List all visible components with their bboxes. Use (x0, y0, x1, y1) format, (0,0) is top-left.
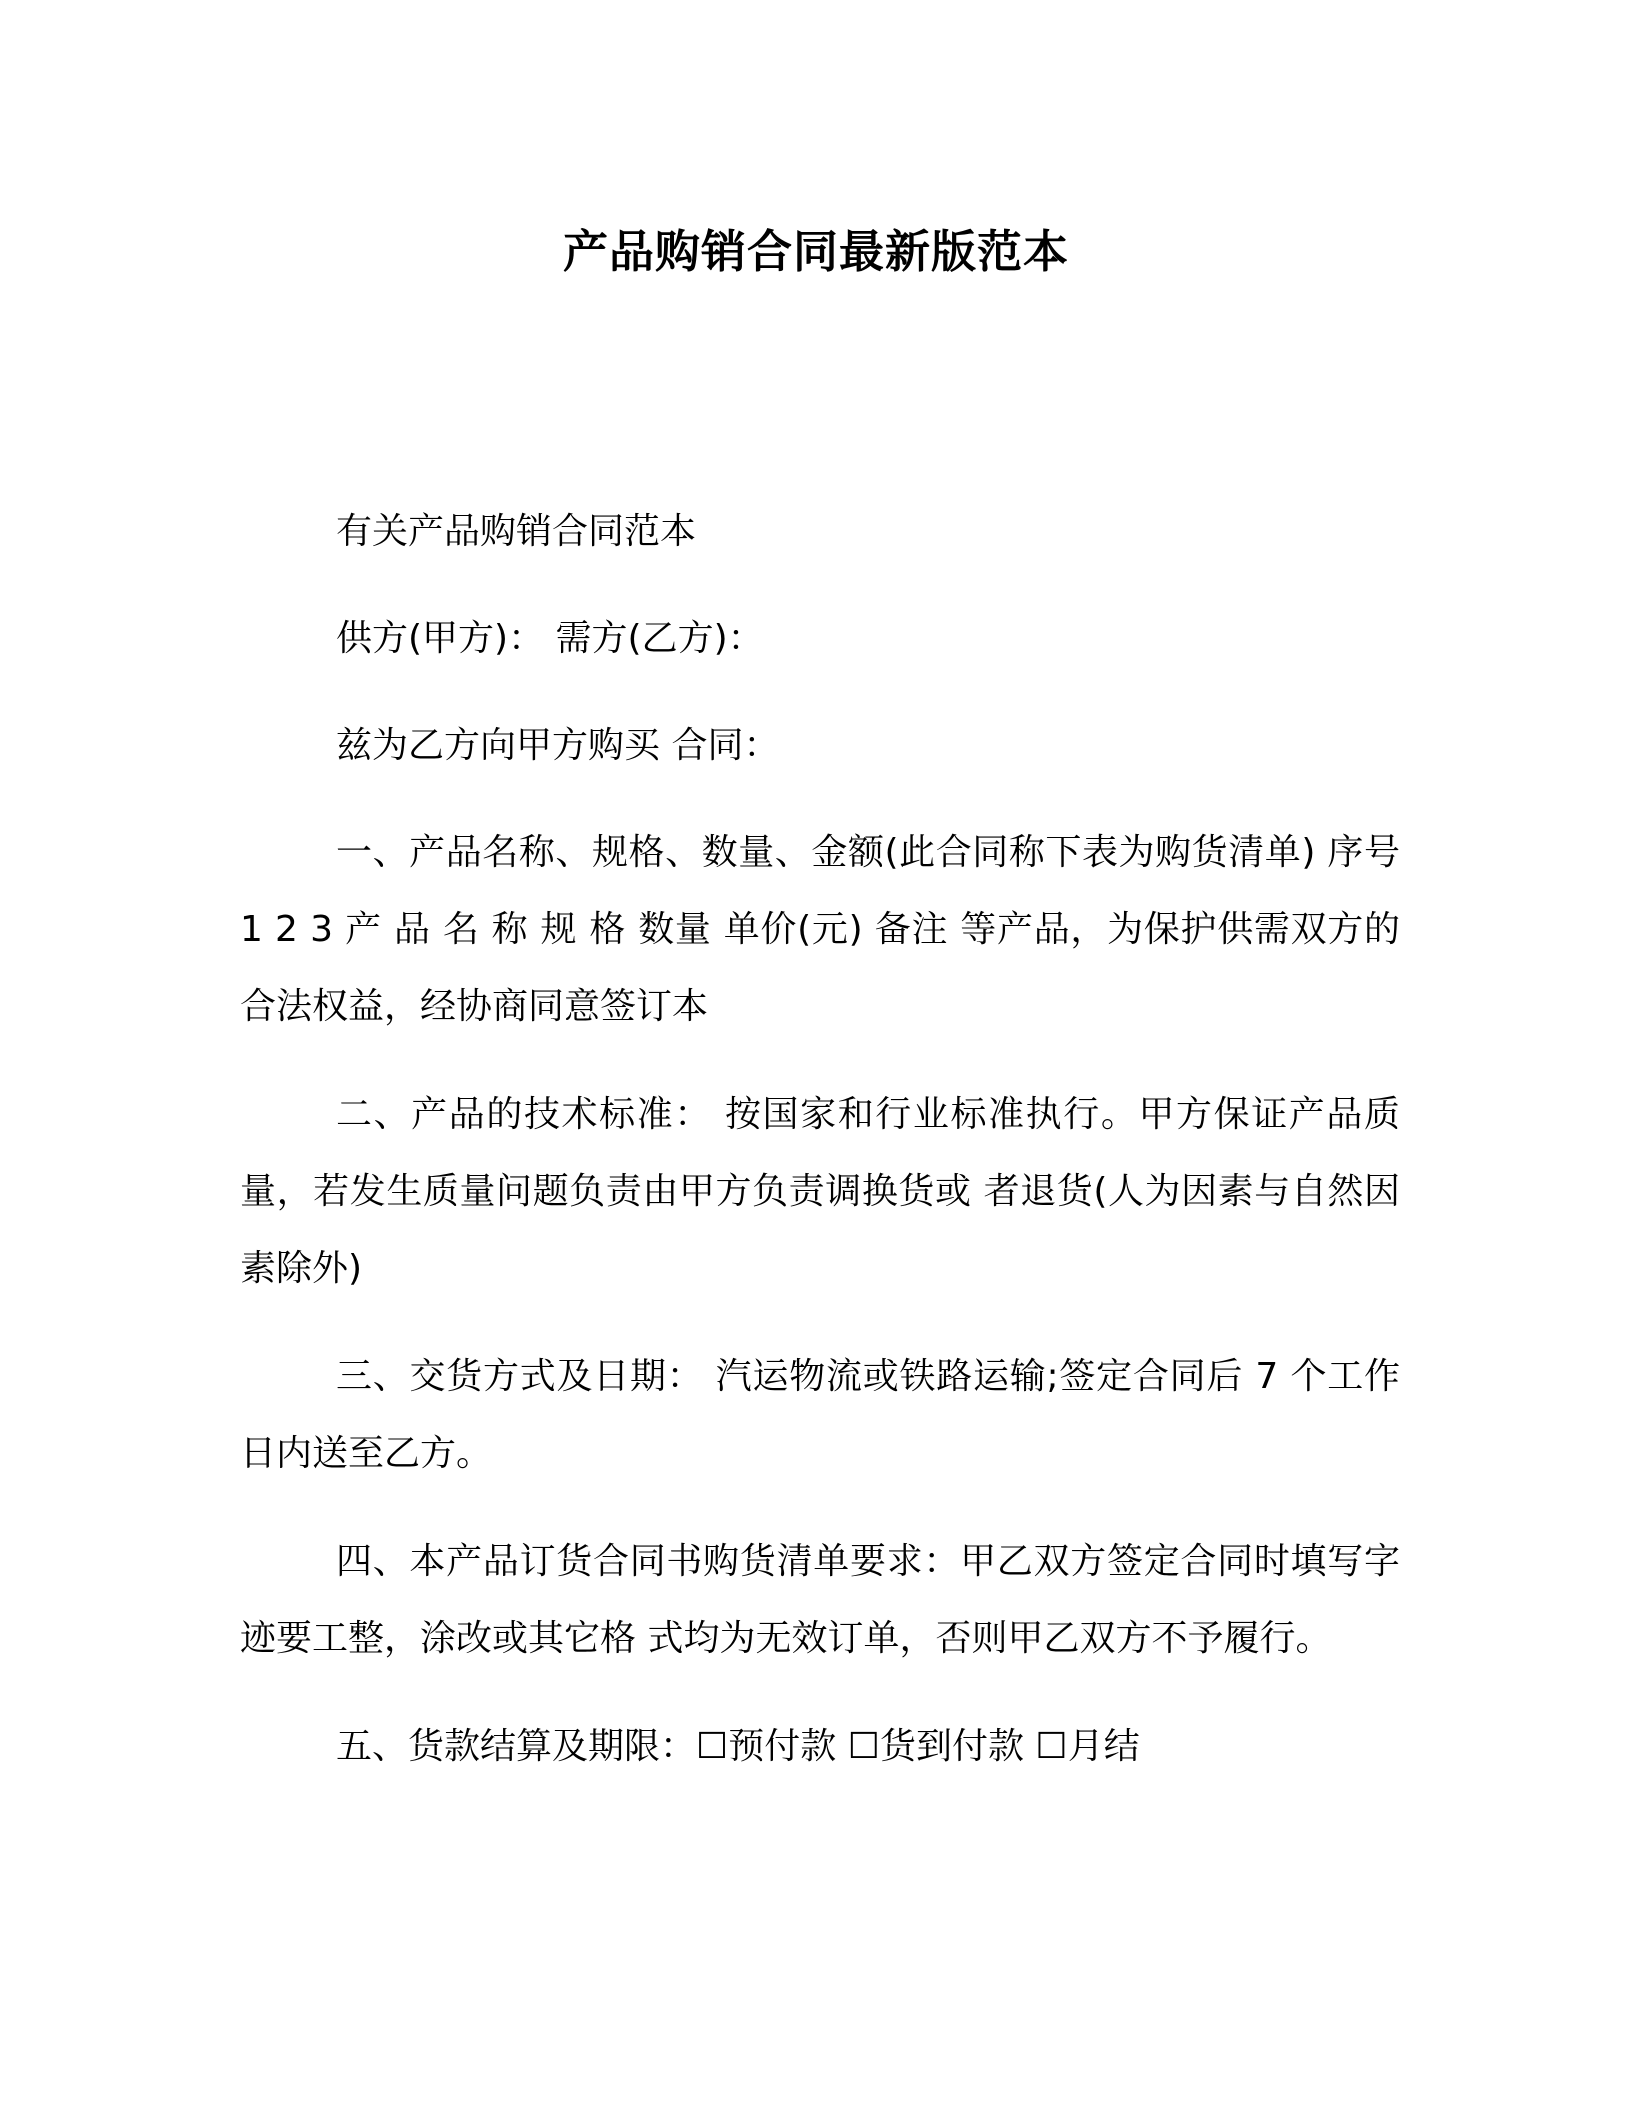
paragraph-intro: 有关产品购销合同范本 (336, 511, 697, 552)
paragraph-clause-3: 三、交货方式及日期： 汽运物流或铁路运输;签定合同后 7 个工作日内送至乙方。 (240, 1356, 1400, 1474)
paragraph-clause-2: 二、产品的技术标准： 按国家和行业标准执行。甲方保证产品质量，若发生质量问题负责由甲方负责调换货或 者退货(人为因素与自然因素除外) (240, 1094, 1400, 1289)
document-body (240, 493, 1400, 1816)
document-title: 产品购销合同最新版范本 (562, 225, 1069, 278)
paragraph-clause-5: 五、货款结算及期限：☐预付款 ☐货到付款 ☐月结 (336, 1726, 1140, 1767)
paragraph-clause-1: 一、产品名称、规格、数量、金额(此合同称下表为购货清单) 序号 1 2 3 产 品 名 称 规 格 数量 单价(元) 备注 等产品，为保护供需双方的合法权益，经协商同意签订本 (240, 832, 1400, 1027)
paragraph-parties: 供方(甲方)： 需方(乙方)： (336, 618, 764, 659)
paragraph-purpose: 兹为乙方向甲方购买 合同： (336, 725, 780, 766)
paragraph-clause-4: 四、本产品订货合同书购货清单要求：甲乙双方签定合同时填写字迹要工整，涂改或其它格 式均为无效订单，否则甲乙双方不予履行。 (240, 1541, 1400, 1659)
